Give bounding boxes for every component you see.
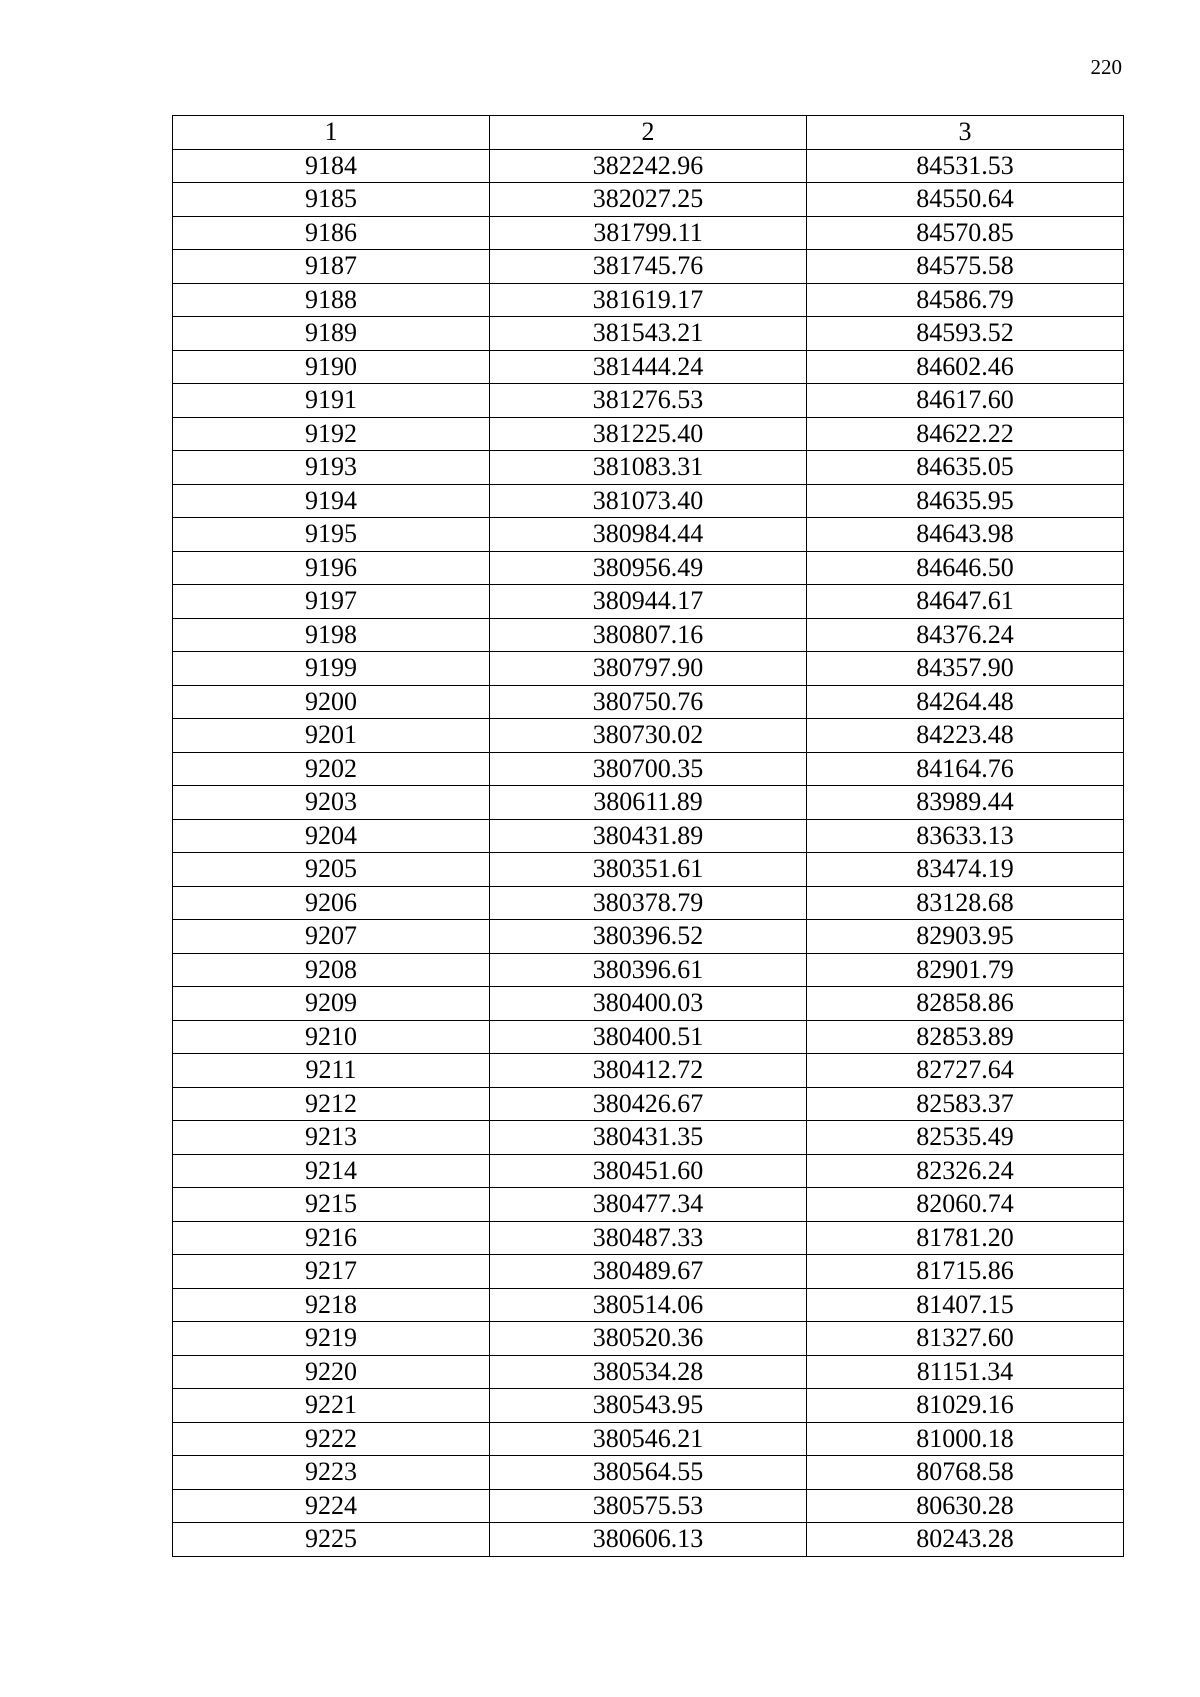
point-number-cell: 9194 (173, 484, 490, 518)
table-row (173, 1389, 1124, 1423)
table-row (173, 250, 1124, 284)
x-coordinate-cell: 380984.44 (489, 518, 806, 552)
point-number-cell: 9203 (173, 786, 490, 820)
y-coordinate-cell: 84635.95 (806, 484, 1123, 518)
x-coordinate-cell: 380514.06 (489, 1288, 806, 1322)
table-row (173, 149, 1124, 183)
y-coordinate-cell: 84647.61 (806, 585, 1123, 619)
table-row (173, 853, 1124, 887)
x-coordinate-cell: 380807.16 (489, 618, 806, 652)
x-coordinate-cell: 380700.35 (489, 752, 806, 786)
point-number-cell: 9188 (173, 283, 490, 317)
x-coordinate-cell: 381225.40 (489, 417, 806, 451)
table-row (173, 1087, 1124, 1121)
table-row (173, 1489, 1124, 1523)
point-number-cell: 9222 (173, 1422, 490, 1456)
table-row (173, 518, 1124, 552)
point-number-cell: 9204 (173, 819, 490, 853)
y-coordinate-cell: 82901.79 (806, 953, 1123, 987)
point-number-cell: 9213 (173, 1121, 490, 1155)
y-coordinate-cell: 84376.24 (806, 618, 1123, 652)
table-row (173, 1422, 1124, 1456)
x-coordinate-cell: 380797.90 (489, 652, 806, 686)
y-coordinate-cell: 82727.64 (806, 1054, 1123, 1088)
table-row (173, 819, 1124, 853)
x-coordinate-cell: 380606.13 (489, 1523, 806, 1557)
y-coordinate-cell: 84622.22 (806, 417, 1123, 451)
table-row (173, 685, 1124, 719)
x-coordinate-cell: 381083.31 (489, 451, 806, 485)
table-row (173, 719, 1124, 753)
table-row (173, 786, 1124, 820)
x-coordinate-cell: 380396.61 (489, 953, 806, 987)
y-coordinate-cell: 83474.19 (806, 853, 1123, 887)
coordinates-table (172, 115, 1124, 1557)
y-coordinate-cell: 84570.85 (806, 216, 1123, 250)
y-coordinate-cell: 81715.86 (806, 1255, 1123, 1289)
table-row (173, 585, 1124, 619)
table-row (173, 484, 1124, 518)
table-row (173, 283, 1124, 317)
y-coordinate-cell: 81327.60 (806, 1322, 1123, 1356)
table-row (173, 216, 1124, 250)
point-number-cell: 9189 (173, 317, 490, 351)
x-coordinate-cell: 380543.95 (489, 1389, 806, 1423)
x-coordinate-cell: 381543.21 (489, 317, 806, 351)
table-row (173, 618, 1124, 652)
x-coordinate-cell: 380400.03 (489, 987, 806, 1021)
table-row (173, 384, 1124, 418)
y-coordinate-cell: 84646.50 (806, 551, 1123, 585)
table-row (173, 317, 1124, 351)
y-coordinate-cell: 84593.52 (806, 317, 1123, 351)
y-coordinate-cell: 80243.28 (806, 1523, 1123, 1557)
point-number-cell: 9209 (173, 987, 490, 1021)
x-coordinate-cell: 381619.17 (489, 283, 806, 317)
table-body (173, 149, 1124, 1556)
point-number-cell: 9215 (173, 1188, 490, 1222)
x-coordinate-cell: 380520.36 (489, 1322, 806, 1356)
table-row (173, 1221, 1124, 1255)
table-row (173, 183, 1124, 217)
y-coordinate-cell: 82535.49 (806, 1121, 1123, 1155)
table-row (173, 886, 1124, 920)
point-number-cell: 9187 (173, 250, 490, 284)
point-number-cell: 9223 (173, 1456, 490, 1490)
point-number-cell: 9225 (173, 1523, 490, 1557)
table-row (173, 987, 1124, 1021)
x-coordinate-cell: 381745.76 (489, 250, 806, 284)
point-number-cell: 9206 (173, 886, 490, 920)
x-coordinate-cell: 380534.28 (489, 1355, 806, 1389)
point-number-cell: 9221 (173, 1389, 490, 1423)
point-number-cell: 9196 (173, 551, 490, 585)
point-number-cell: 9218 (173, 1288, 490, 1322)
point-number-cell: 9198 (173, 618, 490, 652)
table-row (173, 451, 1124, 485)
table-row (173, 1020, 1124, 1054)
y-coordinate-cell: 80630.28 (806, 1489, 1123, 1523)
x-coordinate-cell: 380431.35 (489, 1121, 806, 1155)
y-coordinate-cell: 81029.16 (806, 1389, 1123, 1423)
point-number-cell: 9202 (173, 752, 490, 786)
point-number-cell: 9208 (173, 953, 490, 987)
table-row (173, 1121, 1124, 1155)
point-number-cell: 9211 (173, 1054, 490, 1088)
point-number-cell: 9184 (173, 149, 490, 183)
x-coordinate-cell: 381073.40 (489, 484, 806, 518)
x-coordinate-cell: 380426.67 (489, 1087, 806, 1121)
point-number-cell: 9193 (173, 451, 490, 485)
table-row (173, 1523, 1124, 1557)
point-number-cell: 9212 (173, 1087, 490, 1121)
point-number-cell: 9200 (173, 685, 490, 719)
table-row (173, 920, 1124, 954)
point-number-cell: 9195 (173, 518, 490, 552)
table-row (173, 1054, 1124, 1088)
x-coordinate-cell: 380487.33 (489, 1221, 806, 1255)
table-row (173, 953, 1124, 987)
x-coordinate-cell: 380451.60 (489, 1154, 806, 1188)
y-coordinate-cell: 84617.60 (806, 384, 1123, 418)
table-row (173, 350, 1124, 384)
x-coordinate-cell: 380477.34 (489, 1188, 806, 1222)
column-header-2: 2 (489, 116, 806, 150)
table-row (173, 1154, 1124, 1188)
y-coordinate-cell: 81407.15 (806, 1288, 1123, 1322)
y-coordinate-cell: 81151.34 (806, 1355, 1123, 1389)
y-coordinate-cell: 83633.13 (806, 819, 1123, 853)
coordinates-table-container (172, 115, 1124, 1557)
table-row (173, 551, 1124, 585)
x-coordinate-cell: 380750.76 (489, 685, 806, 719)
x-coordinate-cell: 380611.89 (489, 786, 806, 820)
y-coordinate-cell: 82583.37 (806, 1087, 1123, 1121)
x-coordinate-cell: 380564.55 (489, 1456, 806, 1490)
y-coordinate-cell: 84550.64 (806, 183, 1123, 217)
table-row (173, 652, 1124, 686)
table-row (173, 417, 1124, 451)
point-number-cell: 9191 (173, 384, 490, 418)
x-coordinate-cell: 380378.79 (489, 886, 806, 920)
y-coordinate-cell: 84264.48 (806, 685, 1123, 719)
y-coordinate-cell: 83128.68 (806, 886, 1123, 920)
y-coordinate-cell: 84575.58 (806, 250, 1123, 284)
x-coordinate-cell: 380575.53 (489, 1489, 806, 1523)
table-row (173, 1355, 1124, 1389)
y-coordinate-cell: 82060.74 (806, 1188, 1123, 1222)
y-coordinate-cell: 81000.18 (806, 1422, 1123, 1456)
point-number-cell: 9199 (173, 652, 490, 686)
point-number-cell: 9186 (173, 216, 490, 250)
point-number-cell: 9220 (173, 1355, 490, 1389)
point-number-cell: 9205 (173, 853, 490, 887)
column-header-3: 3 (806, 116, 1123, 150)
y-coordinate-cell: 82903.95 (806, 920, 1123, 954)
y-coordinate-cell: 82858.86 (806, 987, 1123, 1021)
point-number-cell: 9214 (173, 1154, 490, 1188)
y-coordinate-cell: 84635.05 (806, 451, 1123, 485)
x-coordinate-cell: 380400.51 (489, 1020, 806, 1054)
table-header-row (173, 116, 1124, 150)
x-coordinate-cell: 380412.72 (489, 1054, 806, 1088)
y-coordinate-cell: 84643.98 (806, 518, 1123, 552)
point-number-cell: 9219 (173, 1322, 490, 1356)
x-coordinate-cell: 381444.24 (489, 350, 806, 384)
x-coordinate-cell: 381799.11 (489, 216, 806, 250)
x-coordinate-cell: 380351.61 (489, 853, 806, 887)
y-coordinate-cell: 84602.46 (806, 350, 1123, 384)
y-coordinate-cell: 84164.76 (806, 752, 1123, 786)
x-coordinate-cell: 382242.96 (489, 149, 806, 183)
point-number-cell: 9217 (173, 1255, 490, 1289)
point-number-cell: 9197 (173, 585, 490, 619)
point-number-cell: 9190 (173, 350, 490, 384)
x-coordinate-cell: 382027.25 (489, 183, 806, 217)
y-coordinate-cell: 83989.44 (806, 786, 1123, 820)
table-row (173, 1188, 1124, 1222)
point-number-cell: 9224 (173, 1489, 490, 1523)
x-coordinate-cell: 380730.02 (489, 719, 806, 753)
y-coordinate-cell: 80768.58 (806, 1456, 1123, 1490)
y-coordinate-cell: 81781.20 (806, 1221, 1123, 1255)
y-coordinate-cell: 84223.48 (806, 719, 1123, 753)
point-number-cell: 9185 (173, 183, 490, 217)
table-row (173, 752, 1124, 786)
x-coordinate-cell: 380956.49 (489, 551, 806, 585)
y-coordinate-cell: 84586.79 (806, 283, 1123, 317)
page-number: 220 (1090, 55, 1122, 79)
table-row (173, 1322, 1124, 1356)
x-coordinate-cell: 380944.17 (489, 585, 806, 619)
point-number-cell: 9210 (173, 1020, 490, 1054)
x-coordinate-cell: 380489.67 (489, 1255, 806, 1289)
x-coordinate-cell: 380546.21 (489, 1422, 806, 1456)
y-coordinate-cell: 82326.24 (806, 1154, 1123, 1188)
table-row (173, 1288, 1124, 1322)
y-coordinate-cell: 84357.90 (806, 652, 1123, 686)
point-number-cell: 9216 (173, 1221, 490, 1255)
table-row (173, 1456, 1124, 1490)
x-coordinate-cell: 381276.53 (489, 384, 806, 418)
x-coordinate-cell: 380396.52 (489, 920, 806, 954)
y-coordinate-cell: 82853.89 (806, 1020, 1123, 1054)
point-number-cell: 9207 (173, 920, 490, 954)
x-coordinate-cell: 380431.89 (489, 819, 806, 853)
column-header-1: 1 (173, 116, 490, 150)
point-number-cell: 9201 (173, 719, 490, 753)
point-number-cell: 9192 (173, 417, 490, 451)
table-row (173, 1255, 1124, 1289)
y-coordinate-cell: 84531.53 (806, 149, 1123, 183)
